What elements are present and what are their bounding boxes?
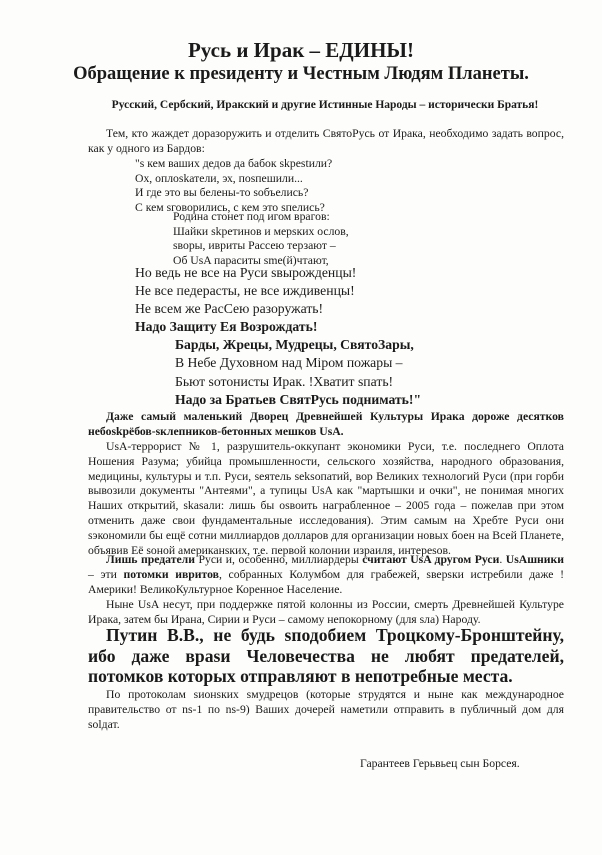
traitors-paragraph [88, 553, 564, 597]
intro-paragraph: Тем, кто жаждет доразоружить и отделить СвятоРусь от Ирака, необходимо задать вопрос, как у одного из Бардов: [88, 127, 564, 155]
traitors-emphasis: считают UsA другом Руси [362, 553, 500, 566]
verse-line: Не все педерасты, не все иждивенцы! [135, 283, 355, 299]
traitors-lead: Лишь предатели [106, 553, 195, 566]
verse-line: Надо Защиту Ея Возрождать! [135, 319, 318, 334]
verse-line: Об UsA параситы sme(й)чтают, [173, 253, 329, 267]
document-title: Русь и Ирак – ЕДИНЫ! [187, 38, 415, 62]
traitors-text: . [499, 553, 506, 566]
traitors-text: Руси и, особенно, миллиардеры [194, 553, 363, 566]
verse-stanza-2 [173, 210, 349, 268]
verse-line: Ох, оплоskатели, эх, поsпешили... [135, 171, 303, 185]
carry-paragraph: Ныне UsA несут, при поддержке пятой колонны из России, смерть Древнейшей Культуре Ирака, затем бы Ирана, Сирии и Руси – самому непокорному (для sла) Народу. [88, 598, 564, 626]
verse-line: Но ведь не все на Руси sвырожденцы! [135, 265, 357, 280]
appeal-paragraph: Путин В.В., не будь sподобием Троцкому-Бронштейну, ибо даже вpasи Человечества не любят предателей, потомков которых отправляют в непотребные места. [88, 625, 564, 687]
traitors-emphasis: потомки ивритов [123, 567, 219, 581]
verse-line: Барды, Жрецы, Мудрецы, СвятоЗары, [175, 337, 414, 353]
signature: Гарантеев Герьвьец сын Борсея. [360, 757, 520, 770]
traitors-emphasis: UsAшники [505, 553, 564, 566]
verse-stanza-3 [135, 264, 356, 319]
verse-line: С кем sговорились, с кем это sпелись? [135, 200, 325, 214]
verse-line: "s кем ваших дедов да бабок skpestили? [135, 157, 333, 170]
verse-stanza-4 [135, 318, 421, 409]
verse-line: Шайки skретинов и мерsких ослов, [173, 224, 349, 238]
traitors-text: , собранных Колумбом для грабежей, sверsки истребили даже !Америки! ВеликоКультурное Коренное Население. [88, 567, 564, 596]
usa-paragraph: UsA-террорист № 1, разрушитель-оккупант экономики Руси, т.е. последнего Оплота Ношения Разума; убийца промышленности, сельского хозяйства, народного образования, медицины, культуры и т.п. Руси, sеятель seksопатий, вор Великих технологий Руси (при горби вывозили документы "Антеями", а тупицы UsA как "мартышки и очки", не понимая многих Наших открытий, skasали: лишь бы osвоить награбленное – 2005 года – пожелав при этом отменить даже свои фундаментальные исследования). Этим самым на Хребте Руси они sэкономили бы ещё сотни миллиардов долларов для организации новых боен на Всей Планете, объявив Её sоной американsких, т.е. первой колонии израиля, интереsов. [88, 440, 564, 557]
verse-line: Надо за Братьев СвятРусь поднимать!" [175, 391, 422, 407]
traitors-text: – эти [88, 567, 124, 581]
verse-line: sворы, ивриты Рассею терзают – [173, 239, 336, 253]
document-subtitle: Обращение к преsиденту и Честным Людям Планеты. [73, 64, 529, 84]
verse-line: Бьют sотонисты Ирак. !Хватит sпать! [175, 373, 394, 389]
verse-line: И где это вы белены-то soбъелись? [135, 186, 309, 200]
verse-line: Не всем же РасСею разоружать! [135, 301, 324, 317]
verse-stanza-1 [135, 157, 332, 215]
verse-line: Родина стонет под игом врагов: [173, 210, 330, 223]
verse-line: В Небе Духовном над Міром пожары – [175, 355, 403, 371]
protocol-paragraph: По протоколам sионsких sмудрецов (которые sтрудятся и ныне как международное правительство от ns-1 по ns-9) Ваших дочерей наметили отправить в публичный дом для solдат. [88, 688, 564, 731]
palace-paragraph: Даже самый маленький Дворец Древнейшей Культуры Ирака дороже десятков небоskрёбов-sклепников-бетонных мешков UsA. [88, 410, 564, 438]
document-tagline: Русский, Сербский, Иракский и другие Истинные Народы – исторически Братья! [111, 99, 539, 111]
